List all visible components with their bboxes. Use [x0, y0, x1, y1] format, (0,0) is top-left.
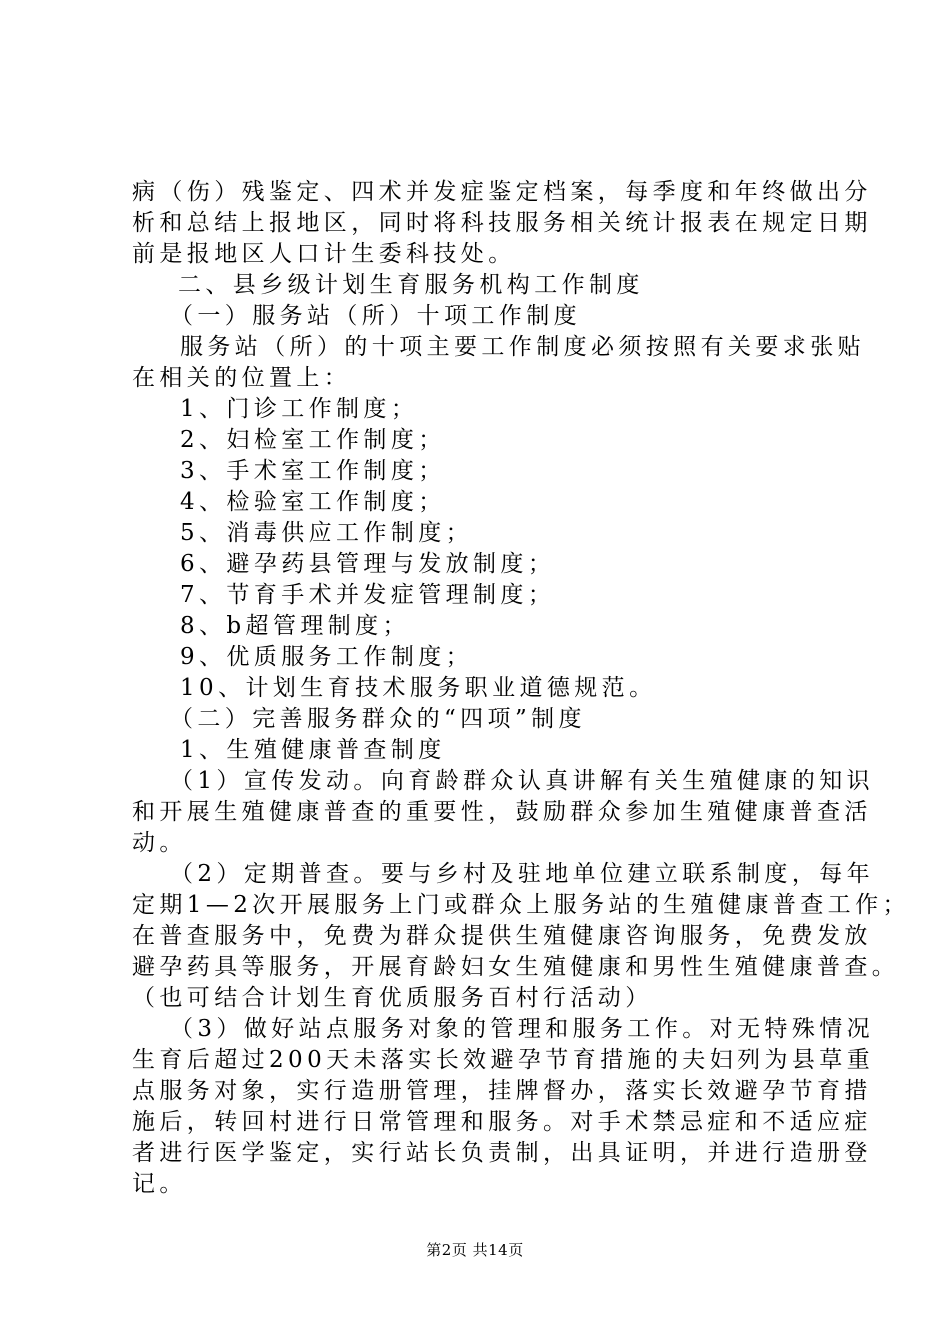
subheading: 1、生殖健康普查制度 [180, 737, 446, 763]
body-line: 记。 [132, 1171, 187, 1197]
body-line: 者进行医学鉴定，实行站长负责制，出具证明，并进行造册登 [132, 1140, 872, 1166]
subsection-heading: （一）服务站（所）十项工作制度 [170, 303, 581, 329]
list-item: 6、避孕药县管理与发放制度； [180, 551, 556, 577]
body-line: 服务站（所）的十项主要工作制度必须按照有关要求张贴 [180, 334, 865, 360]
list-item: 7、节育手术并发症管理制度； [180, 582, 556, 608]
body-line: 避孕药具等服务，开展育龄妇女生殖健康和男性生殖健康普查。 [132, 954, 900, 980]
list-item: 2、妇检室工作制度； [180, 427, 446, 453]
body-line: 病（伤）残鉴定、四术并发症鉴定档案，每季度和年终做出分 [132, 179, 872, 205]
body-line: 在相关的位置上： [132, 365, 352, 391]
list-item: 4、检验室工作制度； [180, 489, 446, 515]
list-item: 8、b超管理制度； [180, 613, 410, 639]
body-line: 在普查服务中，免费为群众提供生殖健康咨询服务，免费发放 [132, 923, 872, 949]
section-heading: 二、县乡级计划生育服务机构工作制度 [178, 272, 644, 298]
body-line: 前是报地区人口计生委科技处。 [132, 241, 516, 267]
list-item: 5、消毒供应工作制度； [180, 520, 474, 546]
list-item: 1、门诊工作制度； [180, 396, 419, 422]
body-line: 定期1—2次开展服务上门或群众上服务站的生殖健康普查工作； [132, 892, 910, 918]
body-line: （2）定期普查。要与乡村及驻地单位建立联系制度，每年 [170, 861, 875, 887]
body-line: 施后，转回村进行日常管理和服务。对手术禁忌症和不适应症 [132, 1109, 872, 1135]
body-line: 析和总结上报地区，同时将科技服务相关统计报表在规定日期 [132, 210, 872, 236]
body-line: （1）宣传发动。向育龄群众认真讲解有关生殖健康的知识 [170, 768, 875, 794]
list-item: 3、手术室工作制度； [180, 458, 446, 484]
list-item: 10、计划生育技术服务职业道德规范。 [180, 675, 657, 701]
body-line: 动。 [132, 830, 187, 856]
body-line: 点服务对象，实行造册管理，挂牌督办，落实长效避孕节育措 [132, 1078, 872, 1104]
body-line: 生育后超过200天未落实长效避孕节育措施的夫妇列为县草重 [132, 1047, 875, 1073]
body-line: 和开展生殖健康普查的重要性，鼓励群众参加生殖健康普查活 [132, 799, 872, 825]
body-line: （也可结合计划生育优质服务百村行活动） [132, 985, 653, 1011]
subsection-heading: （二）完善服务群众的“四项”制度 [170, 706, 586, 732]
list-item: 9、优质服务工作制度； [180, 644, 474, 670]
body-line: （3）做好站点服务对象的管理和服务工作。对无特殊情况 [170, 1016, 875, 1042]
page-number: 第2页 共14页 [426, 1241, 524, 1259]
